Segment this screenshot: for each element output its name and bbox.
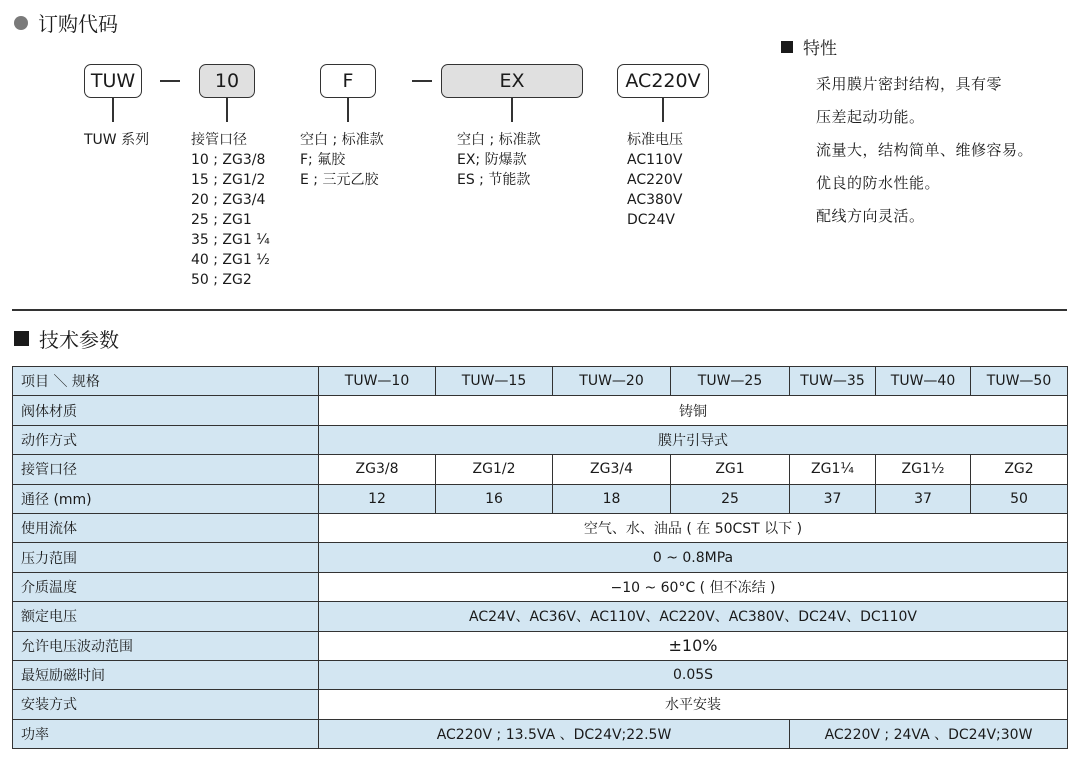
row-value: −10 ~ 60°C ( 但不冻结 ) xyxy=(319,572,1068,601)
header-cell: TUW—15 xyxy=(436,367,553,396)
row-value: ZG3/8 xyxy=(319,455,436,484)
table-header-row xyxy=(13,367,1068,396)
row-value: 铸铜 xyxy=(319,396,1068,425)
header-cell: TUW—40 xyxy=(876,367,971,396)
voltage-item: AC380V xyxy=(627,192,683,208)
row-label: 安装方式 xyxy=(13,690,319,719)
row-value: AC24V、AC36V、AC110V、AC220V、AC380V、DC24V、DC110V xyxy=(319,602,1068,631)
table-row xyxy=(13,543,1068,572)
row-value: ZG1 xyxy=(671,455,790,484)
seal-item: F; 氟胶 xyxy=(300,152,346,168)
type-item: EX; 防爆款 xyxy=(457,152,527,168)
row-label: 使用流体 xyxy=(13,513,319,542)
row-label: 阀体材质 xyxy=(13,396,319,425)
table-row xyxy=(13,602,1068,631)
order-code-title: 订购代码 xyxy=(38,12,118,36)
row-label: 接管口径 xyxy=(13,455,319,484)
table-row xyxy=(13,425,1068,454)
pipe-size-item: 25 ; ZG1 xyxy=(191,212,252,228)
pipe-size-item: 50 ; ZG2 xyxy=(191,272,252,288)
table-row xyxy=(13,484,1068,513)
pipe-size-item: 10 ; ZG3/8 xyxy=(191,152,266,168)
row-value: 0 ~ 0.8MPa xyxy=(319,543,1068,572)
type-list xyxy=(457,130,541,190)
tech-heading xyxy=(14,324,119,353)
voltage-title: 标准电压 xyxy=(627,132,683,148)
pipe-size-item: 15 ; ZG1/2 xyxy=(191,172,266,188)
seal-list xyxy=(300,130,384,190)
feature-line: 采用膜片密封结构，具有零 xyxy=(816,75,1003,93)
row-value: ZG1/2 xyxy=(436,455,553,484)
code-dash xyxy=(160,80,180,82)
bullet-square-icon xyxy=(781,41,793,53)
row-label: 通径 (mm) xyxy=(13,484,319,513)
row-label: 允许电压波动范围 xyxy=(13,631,319,660)
header-cell: TUW—35 xyxy=(790,367,876,396)
row-value: ZG1¼ xyxy=(790,455,876,484)
header-cell: TUW—25 xyxy=(671,367,790,396)
feature-line: 压差起动功能。 xyxy=(816,108,925,126)
seal-item: 空白 ; 标准款 xyxy=(300,132,384,148)
row-value: 16 xyxy=(436,484,553,513)
voltage-item: DC24V xyxy=(627,212,675,228)
voltage-list xyxy=(627,130,683,230)
bullet-square-icon xyxy=(14,331,29,346)
features-heading xyxy=(781,34,837,59)
row-value: ZG2 xyxy=(971,455,1068,484)
row-value: 50 xyxy=(971,484,1068,513)
table-row xyxy=(13,572,1068,601)
code-box-voltage-text: AC220V xyxy=(625,70,701,92)
table-row xyxy=(13,719,1068,748)
header-cell: TUW—10 xyxy=(319,367,436,396)
row-value: ZG3/4 xyxy=(553,455,671,484)
row-value: 37 xyxy=(790,484,876,513)
row-value: 膜片引导式 xyxy=(319,425,1068,454)
row-value: ±10% xyxy=(319,631,1068,660)
row-label: 功率 xyxy=(13,719,319,748)
row-value: 0.05S xyxy=(319,660,1068,689)
seal-item: E ; 三元乙胶 xyxy=(300,172,379,188)
code-stem xyxy=(347,98,349,122)
code-stem xyxy=(226,98,228,122)
feature-line: 流量大，结构简单、维修容易。 xyxy=(816,141,1034,159)
header-cell: TUW—50 xyxy=(971,367,1068,396)
feature-line: 优良的防水性能。 xyxy=(816,174,941,192)
bullet-dot-icon xyxy=(14,16,28,30)
pipe-size-title: 接管口径 xyxy=(191,132,247,148)
code-stem xyxy=(112,98,114,122)
row-value: AC220V ; 13.5VA 、DC24V;22.5W xyxy=(319,719,790,748)
table-row xyxy=(13,690,1068,719)
row-value: 37 xyxy=(876,484,971,513)
series-label: TUW 系列 xyxy=(84,132,150,148)
row-label: 压力范围 xyxy=(13,543,319,572)
pipe-size-item: 35 ; ZG1 ¼ xyxy=(191,232,270,248)
header-cell: TUW—20 xyxy=(553,367,671,396)
code-dash xyxy=(412,80,432,82)
code-box-type xyxy=(441,64,583,98)
features-title: 特性 xyxy=(803,39,837,59)
order-code-heading xyxy=(14,8,118,37)
section-divider xyxy=(12,309,1067,311)
pipe-size-list xyxy=(191,130,270,290)
spec-table xyxy=(12,366,1068,749)
row-label: 额定电压 xyxy=(13,602,319,631)
row-label: 动作方式 xyxy=(13,425,319,454)
row-label: 介质温度 xyxy=(13,572,319,601)
code-box-series-text: TUW xyxy=(90,70,136,92)
code-box-pipe-text: 10 xyxy=(214,70,240,92)
pipe-size-item: 40 ; ZG1 ½ xyxy=(191,252,270,268)
code-box-seal-text: F xyxy=(342,70,354,92)
type-item: 空白 ; 标准款 xyxy=(457,132,541,148)
features-list xyxy=(816,68,1033,233)
table-row xyxy=(13,396,1068,425)
type-item: ES ; 节能款 xyxy=(457,172,531,188)
row-value: 12 xyxy=(319,484,436,513)
row-value: AC220V ; 24VA 、DC24V;30W xyxy=(790,719,1068,748)
row-label: 最短励磁时间 xyxy=(13,660,319,689)
code-box-seal xyxy=(320,64,376,98)
table-row xyxy=(13,513,1068,542)
code-box-type-text: EX xyxy=(499,70,525,92)
row-value: 空气、水、油品 ( 在 50CST 以下 ) xyxy=(319,513,1068,542)
feature-line: 配线方向灵活。 xyxy=(816,207,925,225)
header-cell: 项目 ＼ 规格 xyxy=(13,367,319,396)
code-box-pipe xyxy=(199,64,255,98)
code-box-voltage xyxy=(617,64,709,98)
table-row xyxy=(13,455,1068,484)
pipe-size-item: 20 ; ZG3/4 xyxy=(191,192,266,208)
row-value: ZG1½ xyxy=(876,455,971,484)
voltage-item: AC220V xyxy=(627,172,683,188)
row-value: 25 xyxy=(671,484,790,513)
table-row xyxy=(13,631,1068,660)
voltage-item: AC110V xyxy=(627,152,683,168)
row-value: 水平安装 xyxy=(319,690,1068,719)
code-stem xyxy=(662,98,664,122)
row-value: 18 xyxy=(553,484,671,513)
table-row xyxy=(13,660,1068,689)
code-box-series xyxy=(84,64,142,98)
code-stem xyxy=(511,98,513,122)
tech-title: 技术参数 xyxy=(39,328,119,352)
